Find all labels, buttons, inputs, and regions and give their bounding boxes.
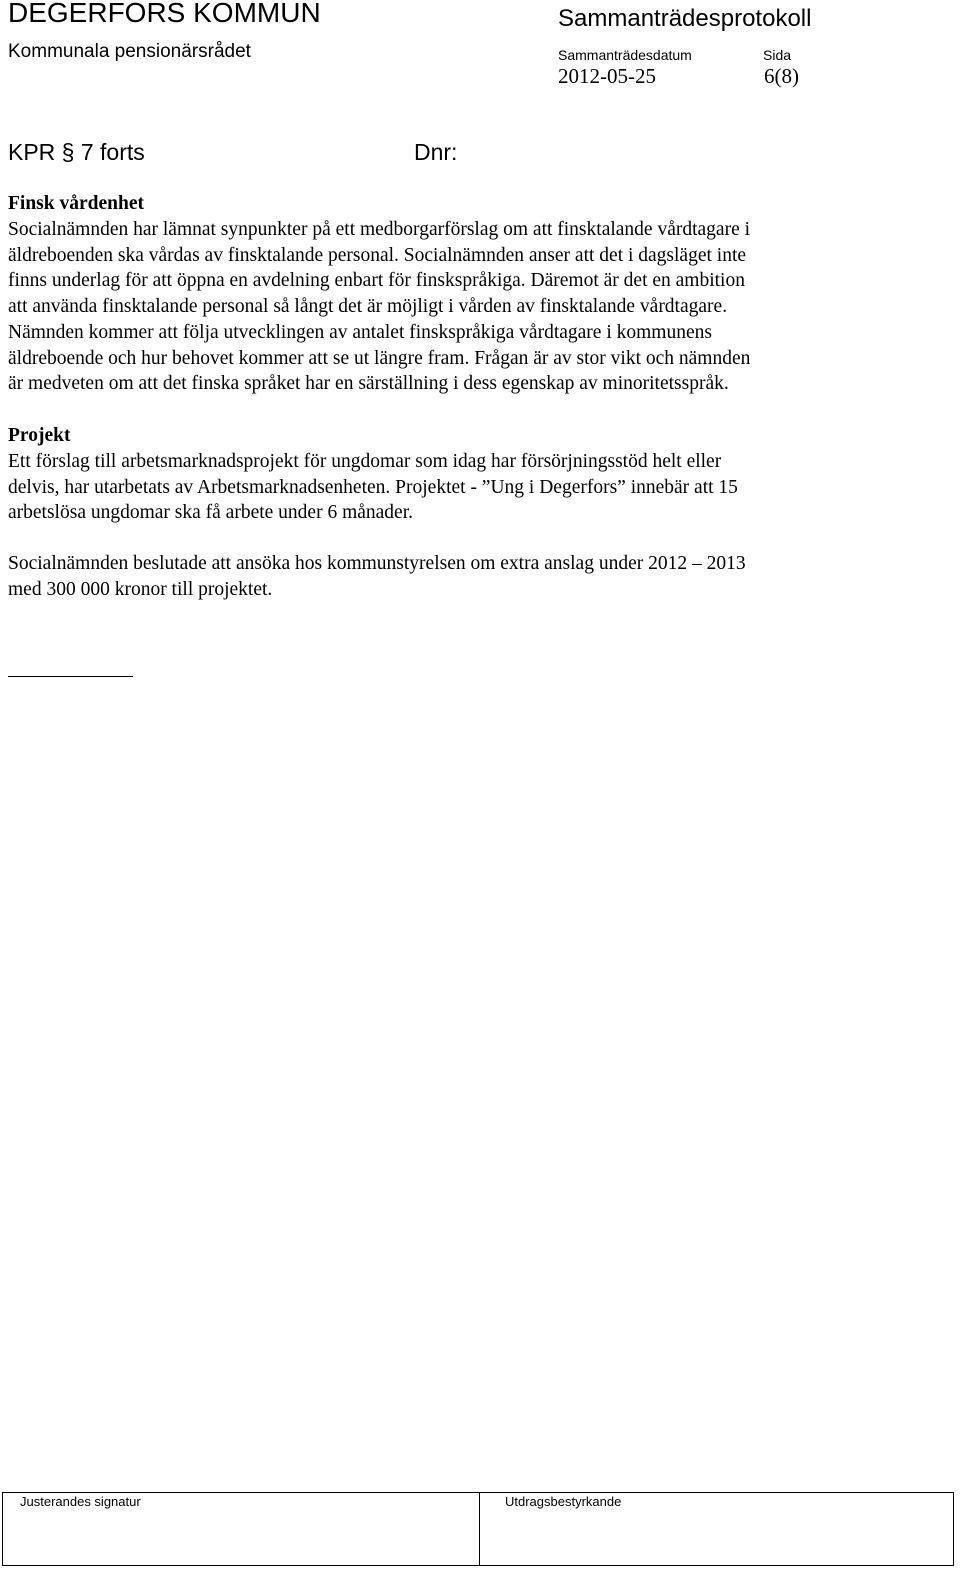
text-line: äldreboenden ska vårdas av finsktalande personal. Socialnämnden anser att det i dagsläget inte [8, 244, 747, 266]
paragraph-finsk-vardenhet [8, 217, 888, 397]
text-line: delvis, har utarbetats av Arbetsmarknadsenheten. Projektet - ”Ung i Degerfors” innebär att 15 [8, 476, 738, 498]
text-line: med 300 000 kronor till projektet. [8, 578, 273, 600]
heading-projekt: Projekt [8, 425, 71, 446]
text-line: Ett förslag till arbetsmarknadsprojekt för ungdomar som idag har försörjningsstöd helt eller [8, 451, 722, 472]
text-line: att använda finsktalande personal så långt det är möjligt i vården av finsktalande vårdtagare. [8, 296, 728, 318]
meeting-date-value: 2012-05-25 [558, 64, 656, 88]
paragraph-decision [8, 551, 888, 602]
section-title: KPR § 7 forts [8, 139, 145, 165]
text-line: Nämnden kommer att följa utvecklingen av antalet finskspråkiga vårdtagare i kommunens [8, 321, 712, 343]
text-line: är medveten om att det finska språket har en särställning i dess egenskap av minoritetsspråk. [8, 373, 729, 395]
paragraph-projekt [8, 449, 888, 526]
text-line: äldreboende och hur behovet kommer att se ut längre fram. Frågan är av stor vikt och nämnden [8, 347, 751, 369]
page-number: 6(8) [764, 64, 799, 88]
text-line: Socialnämnden har lämnat synpunkter på ett medborgarförslag om att finsktalande vårdtagare i [8, 219, 751, 240]
signature-label: Justerandes signatur [20, 1494, 141, 1509]
certification-label: Utdragsbestyrkande [505, 1494, 622, 1509]
page-label: Sida [763, 47, 792, 63]
text-line: arbetslösa ungdomar ska få arbete under 6 månader. [8, 502, 414, 524]
text-line: Socialnämnden beslutade att ansöka hos kommunstyrelsen om extra anslag under 2012 – 2013 [8, 553, 746, 574]
section-end-rule [8, 676, 133, 677]
footer-divider [479, 1493, 480, 1565]
meeting-date-label: Sammanträdesdatum [558, 47, 692, 63]
dnr-label: Dnr: [414, 139, 458, 165]
text-line: finns underlag för att öppna en avdelning enbart för finskspråkiga. Däremot är det en ambition [8, 270, 745, 292]
council-name: Kommunala pensionärsrådet [8, 41, 251, 62]
document-type: Sammanträdesprotokoll [558, 5, 812, 32]
heading-finsk-vardenhet: Finsk vårdenhet [8, 193, 144, 214]
signature-footer-box [2, 1492, 954, 1566]
organization-name: DEGERFORS KOMMUN [8, 0, 321, 28]
